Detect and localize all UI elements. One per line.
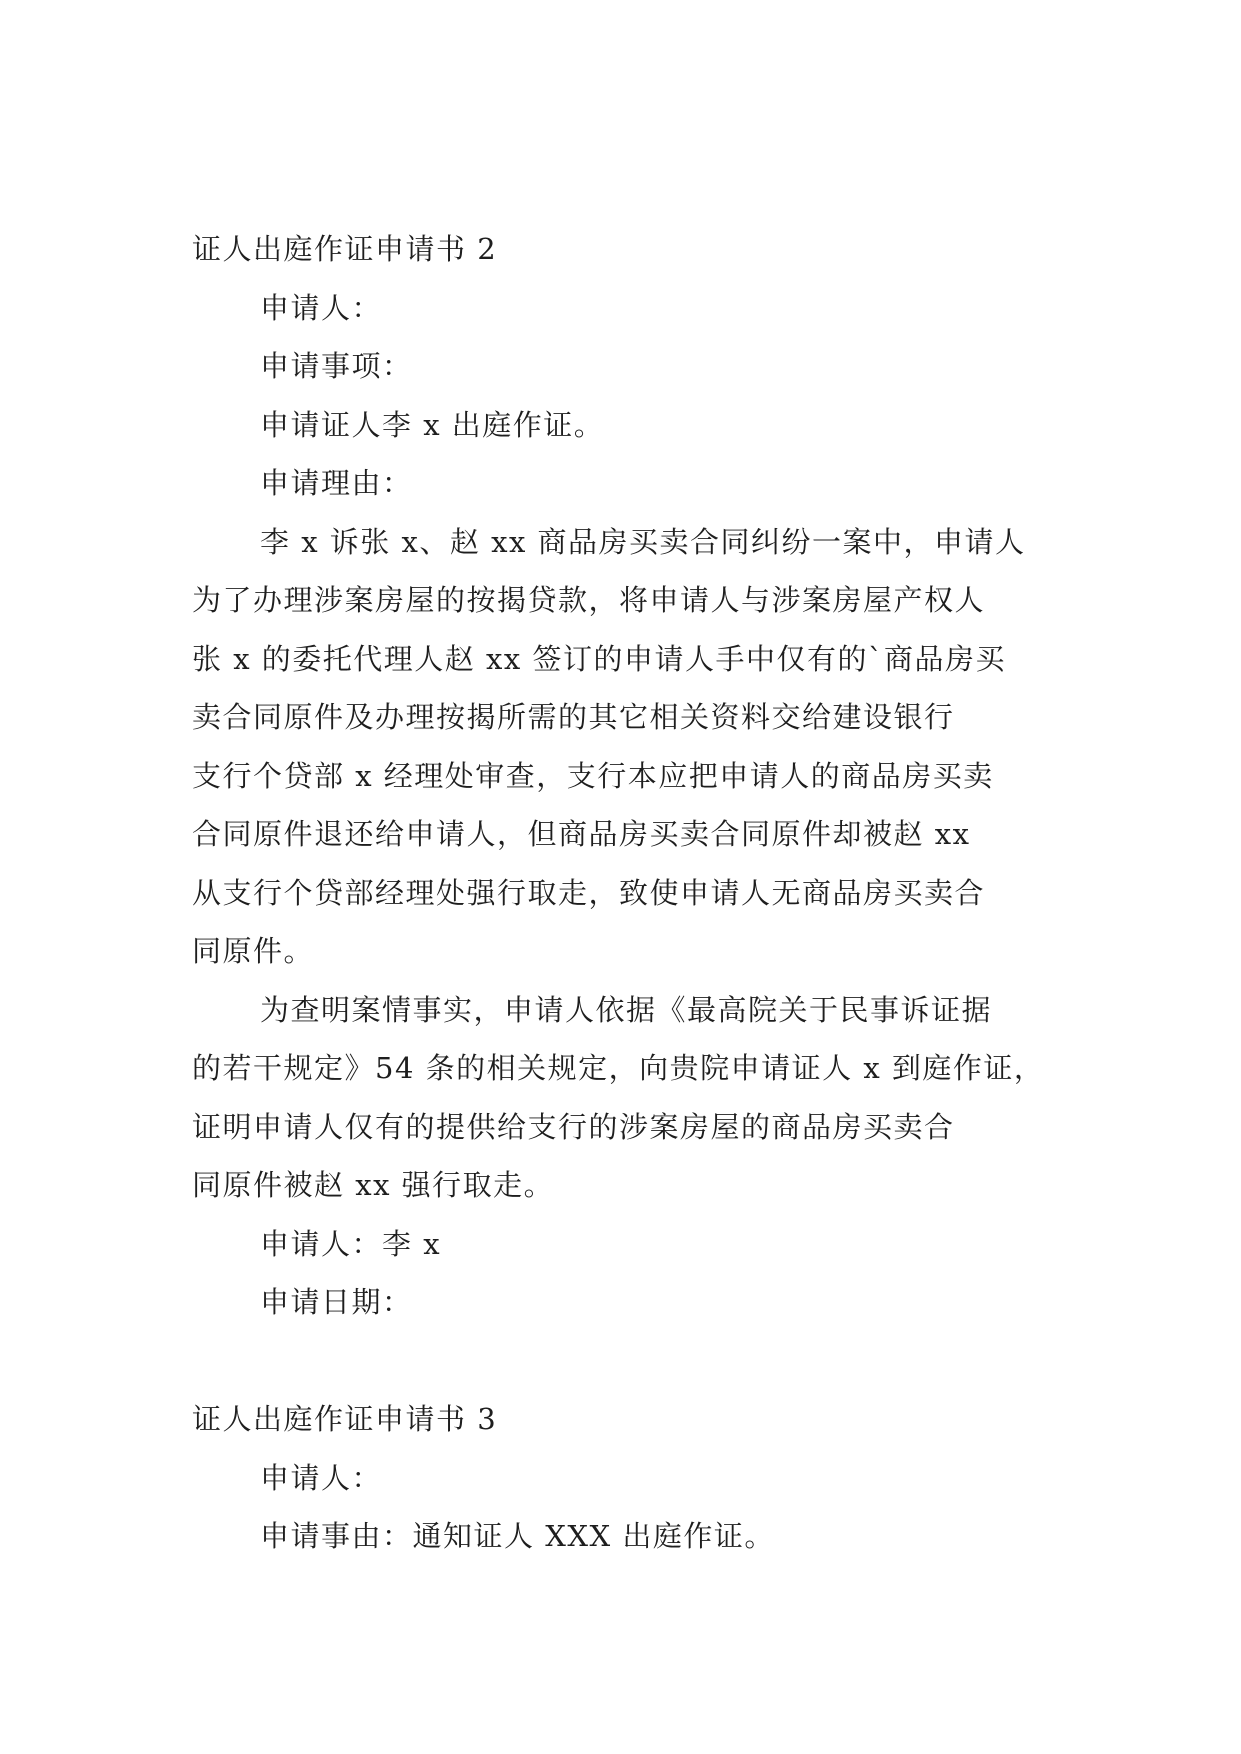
section-3-reason-text: 申请事由：通知证人 XXX 出庭作证。: [260, 1519, 775, 1553]
paragraph-line: 同原件。: [192, 934, 315, 968]
paragraph-line: 卖合同原件及办理按揭所需的其它相关资料交给建设银行: [192, 700, 955, 734]
matter-label: 申请事项：: [260, 349, 413, 383]
reason-label: 申请理由：: [260, 466, 413, 500]
paragraph-line: 证明申请人仅有的提供给支行的涉案房屋的商品房买卖合: [192, 1109, 955, 1144]
paragraph-line: 的若干规定》54 条的相关规定，向贵院申请证人 x 到庭作证，: [192, 1051, 1045, 1085]
paragraph-line: 支行个贷部 x 经理处审查，支行本应把申请人的商品房买卖: [192, 758, 994, 793]
reason-paragraph-2: [192, 981, 1054, 1215]
paragraph-line: 为了办理涉案房屋的按揭贷款，将申请人与涉案房屋产权人: [192, 583, 986, 617]
paragraph-line: 李 x 诉张 x、赵 xx 商品房买卖合同纠纷一案中，申请人: [260, 524, 1026, 559]
applicant-label: 申请人：: [260, 290, 383, 325]
matter-text: 申请证人李 x 出庭作证。: [260, 407, 605, 442]
section-3-applicant-label: 申请人：: [260, 1460, 383, 1495]
signature-line: 申请人：李 x: [260, 1226, 442, 1261]
date-label: 申请日期：: [260, 1285, 413, 1319]
document-body: [192, 220, 1054, 1566]
paragraph-line: 从支行个贷部经理处强行取走，致使申请人无商品房买卖合: [192, 875, 986, 910]
paragraph-line: 为查明案情事实，申请人依据《最高院关于民事诉证据: [260, 992, 993, 1027]
paragraph-line: 张 x 的委托代理人赵 xx 签订的申请人手中仅有的`商品房买: [192, 641, 1006, 676]
section-3-title: 证人出庭作证申请书 3: [192, 1402, 498, 1436]
paragraph-line: 合同原件退还给申请人，但商品房买卖合同原件却被赵 xx: [192, 817, 971, 851]
paragraph-line: 同原件被赵 xx 强行取走。: [192, 1168, 555, 1202]
section-spacer: [192, 1332, 1054, 1391]
section-2-title: 证人出庭作证申请书 2: [192, 232, 498, 266]
reason-paragraph-1: [192, 513, 1054, 981]
